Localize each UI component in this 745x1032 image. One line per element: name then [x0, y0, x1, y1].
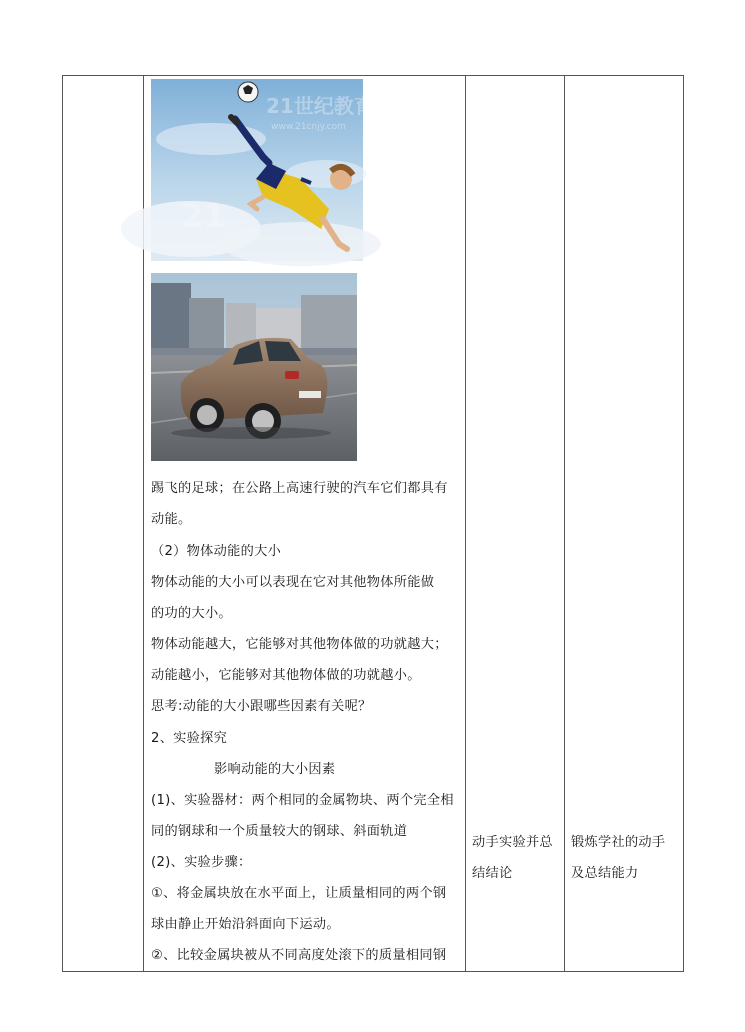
text-line: (2)、实验步骤： [151, 855, 252, 870]
car-highway-photo [151, 273, 357, 461]
text-line: 踢飞的足球；在公路上高速行驶的汽车它们都具有 [151, 481, 448, 496]
section-heading: 2、实验探究 [151, 731, 228, 746]
text-line: 物体动能的大小可以表现在它对其他物体所能做 [151, 575, 435, 590]
text-line: 动能越小，它能够对其他物体做的功就越小。 [151, 668, 421, 683]
design-intent-line: 锻炼学社的动手 [571, 835, 666, 850]
svg-text:21: 21 [181, 197, 226, 235]
student-activity-line: 结结论 [472, 866, 513, 881]
watermark-url: www.21cnjy.com [271, 122, 346, 132]
teaching-content-cell [144, 76, 466, 972]
experiment-title: 影响动能的大小因素 [214, 762, 336, 777]
design-intent-line: 及总结能力 [571, 866, 639, 881]
soccer-kick-photo [151, 79, 374, 261]
text-line: ①、将金属块放在水平面上，让质量相同的两个钢 [151, 886, 447, 901]
text-line: ②、比较金属块被从不同高度处滚下的质量相同钢 [151, 948, 447, 963]
watermark-text: 21世纪教育 [266, 94, 374, 118]
design-intent-cell [565, 76, 684, 972]
text-line: 同的钢球和一个质量较大的钢球、斜面轨道 [151, 824, 408, 839]
stage-cell [63, 76, 144, 972]
student-activity-line: 动手实验并总 [472, 835, 553, 850]
text-line: 球由静止开始沿斜面向下运动。 [151, 917, 340, 932]
text-line: 物体动能越大，它能够对其他物体做的功就越大； [151, 637, 448, 652]
subsection-heading: （2）物体动能的大小 [151, 544, 282, 559]
text-line: 的功的大小。 [151, 606, 232, 621]
text-line: 动能。 [151, 512, 192, 527]
student-activity-cell [466, 76, 565, 972]
text-line: (1)、实验器材：两个相同的金属物块、两个完全相 [151, 793, 454, 808]
lesson-table [62, 75, 684, 972]
think-question: 思考:动能的大小跟哪些因素有关呢？ [151, 699, 372, 714]
table-row [63, 76, 684, 972]
